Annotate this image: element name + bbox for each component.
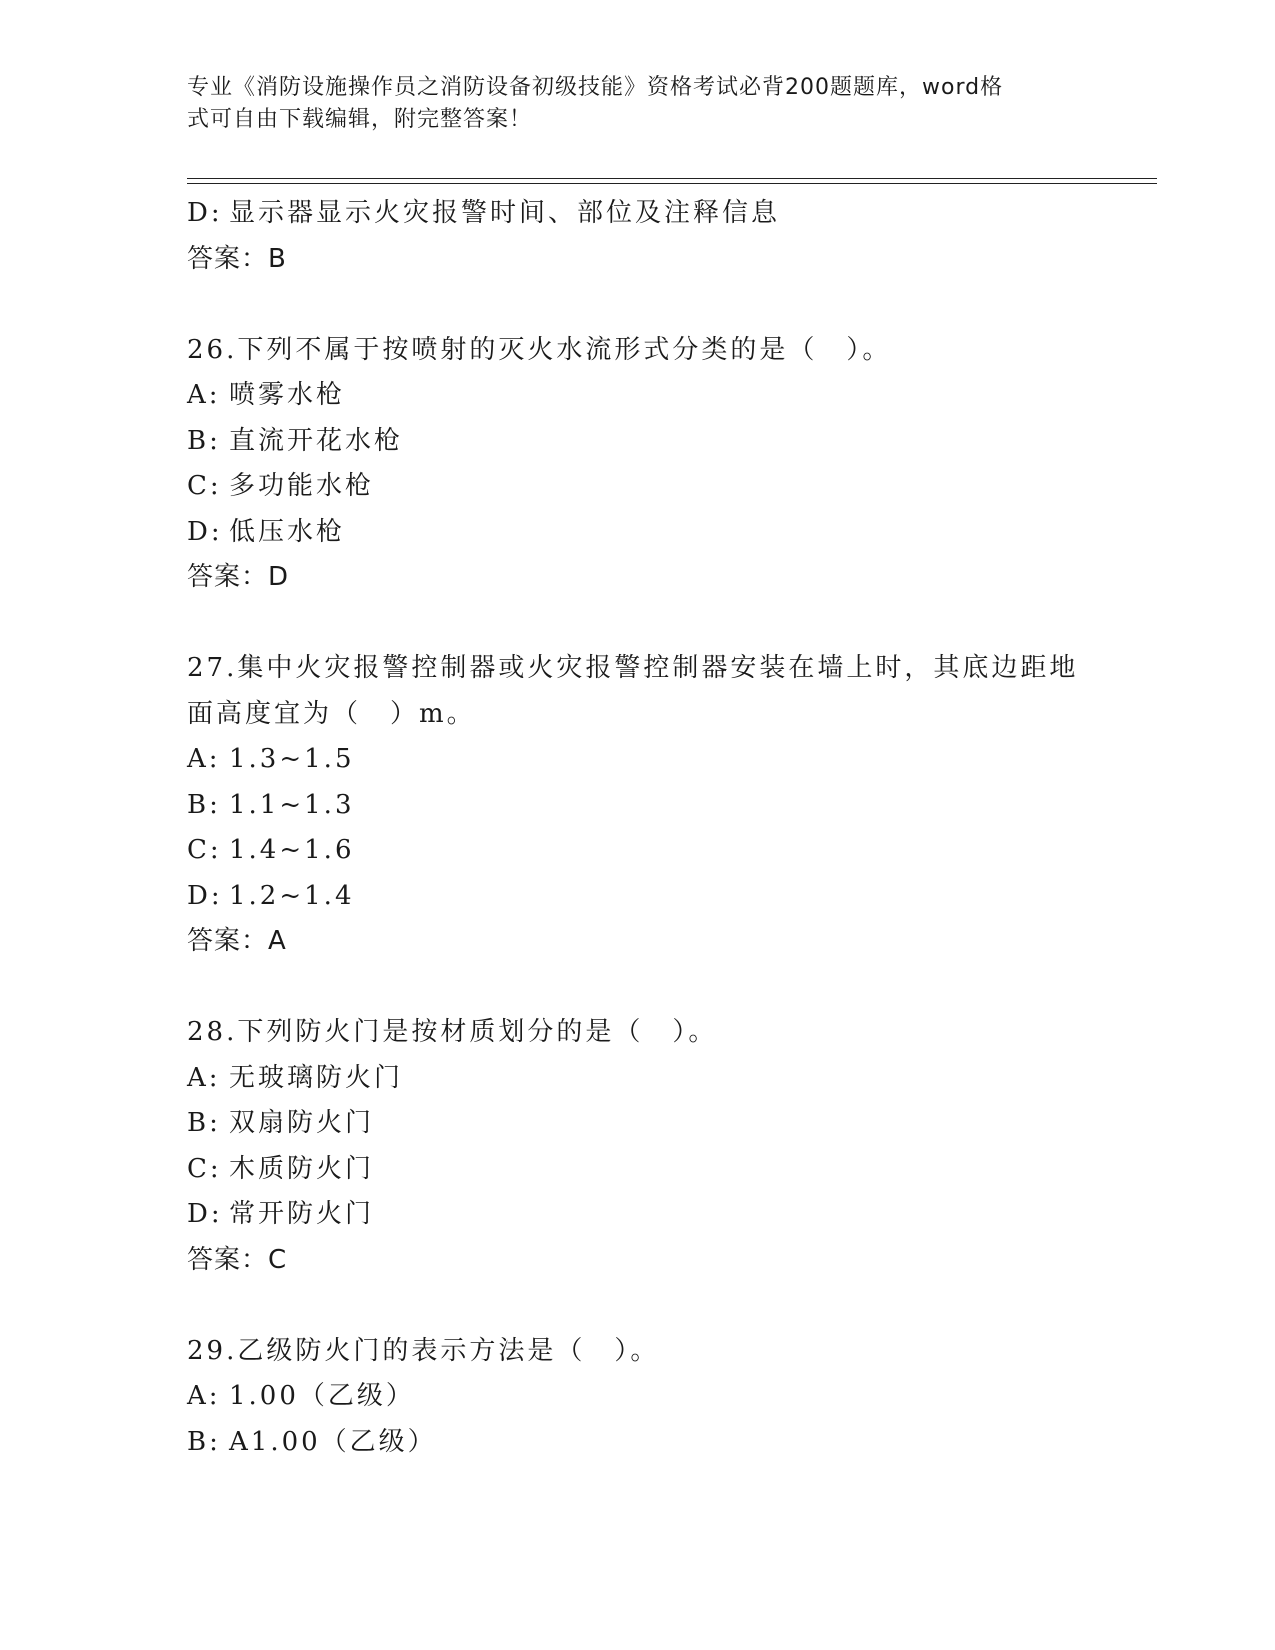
question-stem: 29.乙级防火门的表示方法是（ ）。 (187, 1335, 660, 1366)
option-text: 1.00（乙级） (229, 1381, 415, 1411)
option-d (187, 510, 1087, 556)
option-b (187, 783, 1087, 829)
option-text: 1.3~1.5 (229, 744, 355, 774)
option-text: 喷雾水枪 (229, 380, 346, 410)
option-text: 多功能水枪 (229, 471, 375, 501)
option-a (187, 1374, 1087, 1420)
question-29 (187, 1329, 1087, 1466)
document-header (187, 72, 1067, 136)
question-stem: 28.下列防火门是按材质划分的是（ ）。 (187, 1017, 718, 1047)
option-d (187, 874, 1087, 920)
option-key: D: (187, 516, 223, 547)
question-stem: 26.下列不属于按喷射的灭火水流形式分类的是（ ）。 (187, 334, 892, 365)
option-key: A: (187, 744, 221, 774)
answer-prev: 答案：B (187, 243, 287, 274)
option-key: D: (187, 198, 223, 228)
question-27 (187, 646, 1087, 965)
header-line-2: 式可自由下载编辑，附完整答案！ (187, 107, 533, 132)
option-d (187, 1192, 1087, 1238)
option-key: A: (187, 1381, 221, 1411)
answer: 答案：D (187, 562, 290, 592)
option-key: C: (187, 835, 222, 865)
option-text: A1.00（乙级） (229, 1426, 437, 1457)
option-text: 常开防火门 (229, 1199, 375, 1229)
option-text: 低压水枪 (229, 516, 346, 547)
option-text: 直流开花水枪 (229, 425, 404, 456)
option-text: 1.1~1.3 (229, 789, 355, 820)
answer: 答案：A (187, 926, 287, 956)
spacer (187, 965, 1087, 1011)
question-stem: 27.集中火灾报警控制器或火灾报警控制器安装在墙上时，其底边距地 (187, 653, 1079, 683)
option-key: B: (187, 425, 221, 456)
answer: 答案：C (187, 1244, 288, 1275)
option-a (187, 373, 1087, 419)
question-list (187, 191, 1087, 1465)
option-key: C: (187, 1153, 222, 1184)
option-text: 1.4~1.6 (229, 835, 355, 865)
option-key: A: (187, 380, 221, 410)
option-text: 显示器显示火灾报警时间、部位及注释信息 (229, 198, 781, 228)
option-text: 双扇防火门 (229, 1108, 375, 1138)
option-text: 无玻璃防火门 (229, 1062, 404, 1093)
option-d-prev (187, 191, 1087, 237)
option-c (187, 464, 1087, 510)
option-b (187, 1101, 1087, 1147)
option-key: D: (187, 1199, 223, 1229)
option-text: 木质防火门 (229, 1153, 375, 1184)
option-key: C: (187, 471, 222, 501)
option-b (187, 1420, 1087, 1466)
spacer (187, 282, 1087, 328)
question-26 (187, 328, 1087, 601)
spacer (187, 1283, 1087, 1329)
option-key: B: (187, 789, 221, 820)
option-key: B: (187, 1426, 221, 1457)
header-line-1: 专业《消防设施操作员之消防设备初级技能》资格考试必背200题题库，word格 (187, 75, 1004, 100)
question-28 (187, 1010, 1087, 1283)
header-divider-bottom (187, 183, 1157, 184)
option-key: B: (187, 1108, 221, 1138)
option-text: 1.2~1.4 (229, 880, 355, 911)
header-divider-top (187, 178, 1157, 179)
option-b (187, 419, 1087, 465)
question-stem-continued: 面高度宜为（ ）m。 (187, 698, 476, 729)
spacer (187, 601, 1087, 647)
option-key: D: (187, 880, 223, 911)
option-c (187, 828, 1087, 874)
option-key: A: (187, 1062, 221, 1093)
option-c (187, 1147, 1087, 1193)
option-a (187, 1056, 1087, 1102)
option-a (187, 737, 1087, 783)
